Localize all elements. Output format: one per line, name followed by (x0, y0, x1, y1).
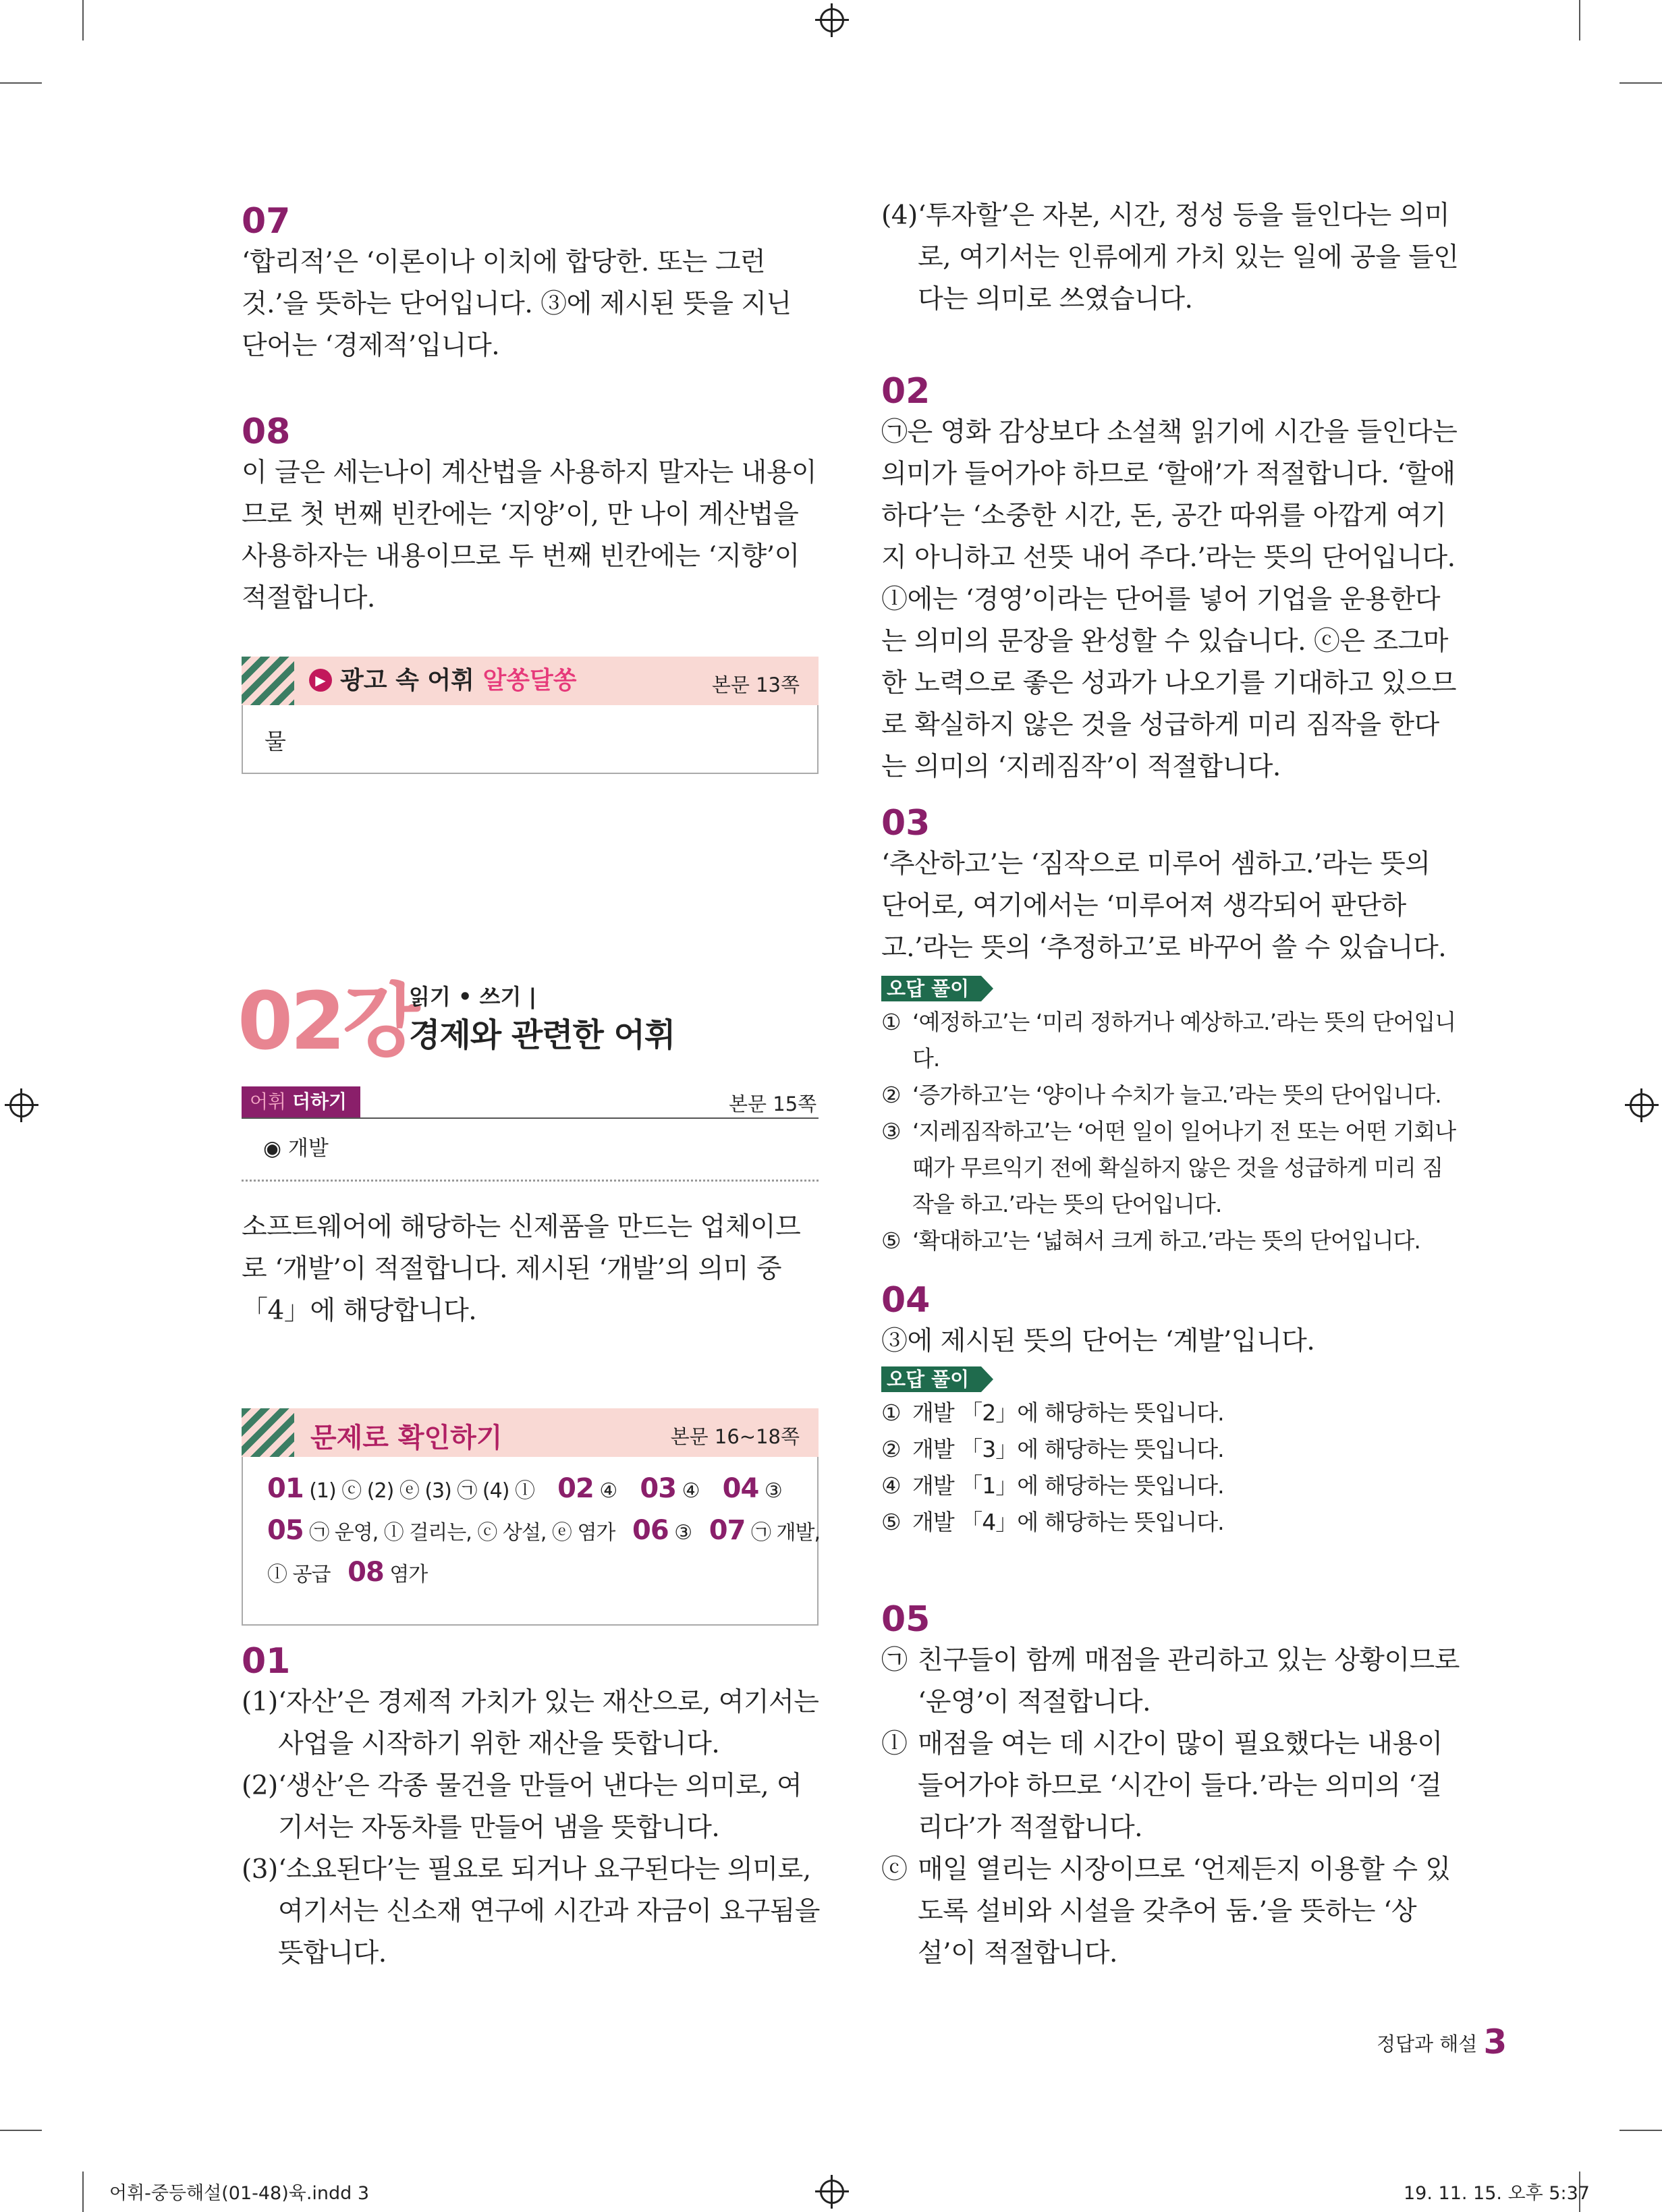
question-number: 02 (881, 371, 931, 412)
list-item: (2) ‘생산’은 각종 물건을 만들어 낸다는 의미로, 여기서는 자동차를 만들어 냄을 뜻합니다. (242, 1771, 802, 1843)
answer-05 (881, 1599, 1463, 1974)
ad-vocab-box-body (242, 705, 819, 774)
list-item: (3) ‘소요된다’는 필요로 되거나 요구된다는 의미로, 여기서는 신소재 연구에 시간과 자금이 요구됨을 뜻합니다. (242, 1854, 820, 1968)
print-date-info: 19. 11. 15. 오후 5:37 (1404, 2183, 1590, 2204)
explanation: ③에 제시된 뜻의 단어는 ‘계발’입니다. (881, 1326, 1315, 1356)
answer-02 (881, 371, 1463, 788)
answer-line-1: 01 (1) ⓒ (2) ⓔ (3) ㉠ (4) ⓛ 02 ④ 03 ④ 04 ③ (267, 1473, 782, 1504)
question-number: 03 (881, 803, 931, 844)
check-box-title: 문제로 확인하기 (310, 1422, 503, 1454)
answer-07 (242, 201, 821, 367)
print-file-info: 어휘-중등해설(01-48)육.indd 3 (109, 2183, 370, 2204)
vocab-plus-label: 어휘 더하기 (242, 1086, 360, 1117)
list-item: ② ‘증가하고’는 ‘양이나 수치가 늘고.’라는 뜻의 단어입니다. (881, 1082, 1441, 1108)
list-item: ② 개발 「3」에 해당하는 뜻입니다. (881, 1436, 1224, 1462)
explanation: 이 글은 세는나이 계산법을 사용하지 말자는 내용이므로 첫 번째 빈칸에는 ‘지양’이, 만 나이 계산법을 사용하자는 내용이므로 두 번째 빈칸에는 ‘지향’이 적절합니다. (242, 458, 817, 613)
answer-01-4: (4) ‘투자할’은 자본, 시간, 정성 등을 들인다는 의미로, 여기서는 인류에게 가치 있는 일에 공을 들인다는 의미로 쓰였습니다. (881, 200, 1459, 314)
registration-mark-bottom (820, 2180, 844, 2204)
answer-04 (881, 1280, 1463, 1541)
answer-line-2: 05 ㉠ 운영, ⓛ 걸리는, ⓒ 상설, ⓔ 염가 06 ③ 07 ㉠ 개발, (267, 1515, 821, 1546)
list-item: ⑤ 개발 「4」에 해당하는 뜻입니다. (881, 1509, 1224, 1535)
page-number: 3 (1483, 2022, 1507, 2062)
explanation: ‘추산하고’는 ‘짐작으로 미루어 셈하고.’라는 뜻의 단어로, 여기에서는 ‘미루어져 생각되어 판단하고.’라는 뜻의 ‘추정하고’로 바꾸어 쓸 수 있습니다. (881, 849, 1447, 963)
question-number: 01 (242, 1641, 291, 1682)
ad-box-answer: 물 (265, 728, 286, 754)
vocab-plus-explanation: 소프트웨어에 해당하는 신제품을 만드는 업체이므로 ‘개발’이 적절합니다. 제시된 ‘개발’의 의미 중 「4」에 해당합니다. (242, 1212, 801, 1326)
page-footer-section: 정답과 해설 3 (1377, 2022, 1507, 2062)
question-number: 04 (881, 1280, 931, 1321)
list-item: (1) ‘자산’은 경제적 가치가 있는 재산으로, 여기서는 사업을 시작하기 위한 재산을 뜻합니다. (242, 1687, 819, 1759)
question-number: 07 (242, 201, 291, 242)
wrong-answer-tag: 오답 풀이 (881, 1366, 981, 1392)
answer-08 (242, 412, 821, 619)
vocab-plus-label-arrow (344, 1086, 360, 1117)
ad-box-title: 광고 속 어휘 (340, 667, 483, 694)
list-item: ⓛ 매점을 여는 데 시간이 많이 필요했다는 내용이 들어가야 하므로 ‘시간이 들다.’라는 의미의 ‘걸리다’가 적절합니다. (881, 1729, 1443, 1843)
answer-01 (242, 1641, 821, 1974)
vocab-plus-answer: ◉ 개발 (263, 1136, 329, 1161)
registration-mark-top (820, 8, 844, 32)
question-number: 08 (242, 412, 291, 452)
wrong-answer-tag: 오답 풀이 (881, 976, 981, 1001)
page-reference: 본문 15쪽 (729, 1093, 817, 1115)
play-icon: ▶ (309, 669, 332, 692)
ad-box-title-highlight: 알쏭달쏭 (482, 667, 577, 694)
explanation: ‘합리적’은 ‘이론이나 이치에 합당한. 또는 그런 것.’을 뜻하는 단어입니다. ③에 제시된 뜻을 지닌 단어는 ‘경제적’입니다. (242, 247, 792, 361)
list-item: ① 개발 「2」에 해당하는 뜻입니다. (881, 1400, 1224, 1426)
answer-line-3: ⓛ 공급 08 염가 (267, 1557, 428, 1588)
list-item: ④ 개발 「1」에 해당하는 뜻입니다. (881, 1472, 1224, 1499)
list-item: ① ‘예정하고’는 ‘미리 정하거나 예상하고.’라는 뜻의 단어입니다. (881, 1009, 1456, 1072)
lesson-title: 경제와 관련한 어휘 (409, 1016, 675, 1054)
check-box-header (242, 1408, 819, 1457)
registration-mark-left (9, 1093, 34, 1117)
list-item: ⑤ ‘확대하고’는 ‘넓혀서 크게 하고.’라는 뜻의 단어입니다. (881, 1227, 1420, 1254)
list-item: ⓒ 매일 열리는 시장이므로 ‘언제든지 이용할 수 있도록 설비와 시설을 갖추어 둠.’을 뜻하는 ‘상설’이 적절합니다. (881, 1854, 1451, 1968)
explanation: ㉠은 영화 감상보다 소설책 읽기에 시간을 들인다는 의미가 들어가야 하므로 ‘할애’가 적절합니다. ‘할애하다’는 ‘소중한 시간, 돈, 공간 따위를 아깝게 여기지 아니하고 선뜻 내어 주다.’라는 뜻의 단어입니다. ⓛ에는 ‘경영’이라는 단어를 넣어 기업을 운용한다는 의미의 문장을 완성할 수 있습니다. ⓒ은 조그마한 노력으로 좋은 성과가 나오기를 기대하고 있으므로 확실하지 않은 것을 성급하게 미리 짐작을 한다는 의미의 ‘지레짐작’이 적절합니다. (881, 417, 1458, 782)
dotted-divider (242, 1180, 819, 1182)
question-number: 05 (881, 1599, 931, 1640)
check-box-answers (242, 1457, 819, 1626)
page-reference: 본문 13쪽 (711, 673, 800, 696)
registration-mark-right (1630, 1093, 1654, 1117)
ad-vocab-box-header (242, 657, 819, 705)
list-item: ③ ‘지레짐작하고’는 ‘어떤 일이 일어나기 전 또는 어떤 기회나 때가 무르익기 전에 확실하지 않은 것을 성급하게 미리 짐작을 하고.’라는 뜻의 단어입니다. (881, 1118, 1456, 1217)
lesson-number: 02강 (238, 974, 418, 1068)
lesson-subtitle: 읽기 • 쓰기 | (409, 984, 537, 1010)
page-reference: 본문 16~18쪽 (670, 1425, 800, 1448)
list-item: ㉠ 친구들이 함께 매점을 관리하고 있는 상황이므로 ‘운영’이 적절합니다. (881, 1645, 1460, 1717)
answer-03 (881, 803, 1463, 1259)
